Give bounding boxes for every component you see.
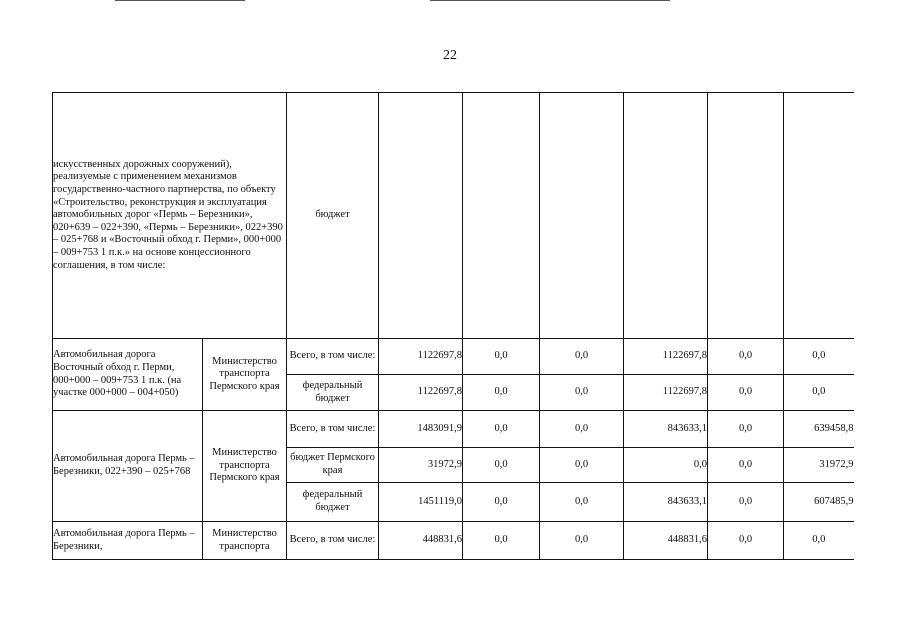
value-cell: 639458,8 — [784, 411, 854, 448]
value-cell: 1122697,8 — [624, 339, 708, 375]
value-cell: 1483091,9 — [379, 411, 463, 448]
value-cell: 0,0 — [784, 339, 854, 375]
table-row — [53, 93, 854, 339]
value-cell: 0,0 — [784, 375, 854, 411]
value-cell — [708, 93, 784, 339]
object-name-cell: Автомобильная дорога Пермь – Березники, 022+390 – 025+768 — [53, 411, 203, 522]
value-cell: 0,0 — [463, 522, 540, 560]
agency-cell: Министерство транспорта Пермского края — [203, 339, 287, 411]
funding-source-cell: федеральный бюджет — [287, 483, 379, 522]
value-cell: 0,0 — [708, 375, 784, 411]
value-cell: 0,0 — [784, 522, 854, 560]
value-cell: 1451119,0 — [379, 483, 463, 522]
value-cell: 0,0 — [463, 339, 540, 375]
value-cell: 0,0 — [624, 448, 708, 483]
value-cell — [540, 93, 624, 339]
financing-table — [52, 92, 854, 560]
value-cell: 0,0 — [540, 339, 624, 375]
funding-source-cell: бюджет — [287, 93, 379, 339]
table-row — [53, 339, 854, 375]
value-cell — [463, 93, 540, 339]
value-cell: 31972,9 — [784, 448, 854, 483]
value-cell: 448831,6 — [379, 522, 463, 560]
table-row — [53, 522, 854, 560]
value-cell: 843633,1 — [624, 483, 708, 522]
value-cell: 0,0 — [463, 375, 540, 411]
funding-source-cell: Всего, в том числе: — [287, 522, 379, 560]
value-cell: 0,0 — [463, 448, 540, 483]
value-cell: 0,0 — [708, 411, 784, 448]
value-cell — [379, 93, 463, 339]
value-cell — [624, 93, 708, 339]
object-name-cell: Автомобильная дорога Восточный обход г. Перми, 000+000 – 009+753 1 п.к. (на участке 000+000 – 004+050) — [53, 339, 203, 411]
value-cell: 0,0 — [540, 483, 624, 522]
value-cell: 31972,9 — [379, 448, 463, 483]
value-cell: 1122697,8 — [379, 339, 463, 375]
value-cell: 607485,9 — [784, 483, 854, 522]
value-cell: 843633,1 — [624, 411, 708, 448]
value-cell: 0,0 — [708, 522, 784, 560]
agency-cell: Министерство транспорта Пермского края — [203, 411, 287, 522]
agency-cell: Министерство транспорта — [203, 522, 287, 560]
funding-source-cell: федеральный бюджет — [287, 375, 379, 411]
value-cell: 0,0 — [540, 375, 624, 411]
object-name-cell: искусственных дорожных сооружений), реализуемые с применением механизмов государственно-частного партнерства, по объекту «Строительство, реконструкция и эксплуатация автомобильных дорог «Пермь – Березники», 020+639 – 022+390, «Пермь – Березники», 022+390 – 025+768 и «Восточный обход г. Перми», 000+000 – 009+753 1 п.к.» на основе концессионного соглашения, в том числе: — [53, 93, 287, 339]
funding-source-cell: Всего, в том числе: — [287, 339, 379, 375]
value-cell: 0,0 — [540, 522, 624, 560]
value-cell: 1122697,8 — [624, 375, 708, 411]
value-cell: 0,0 — [708, 339, 784, 375]
value-cell — [784, 93, 854, 339]
value-cell: 0,0 — [540, 411, 624, 448]
funding-source-cell: Всего, в том числе: — [287, 411, 379, 448]
table-row — [53, 411, 854, 448]
scan-edge-line — [430, 0, 670, 1]
value-cell: 0,0 — [708, 483, 784, 522]
value-cell: 0,0 — [708, 448, 784, 483]
scan-edge-line — [115, 0, 245, 1]
value-cell: 0,0 — [463, 483, 540, 522]
value-cell: 0,0 — [540, 448, 624, 483]
page-number: 22 — [443, 48, 457, 63]
funding-source-cell: бюджет Пермского края — [287, 448, 379, 483]
value-cell: 448831,6 — [624, 522, 708, 560]
object-name-cell: Автомобильная дорога Пермь – Березники, — [53, 522, 203, 560]
value-cell: 0,0 — [463, 411, 540, 448]
value-cell: 1122697,8 — [379, 375, 463, 411]
